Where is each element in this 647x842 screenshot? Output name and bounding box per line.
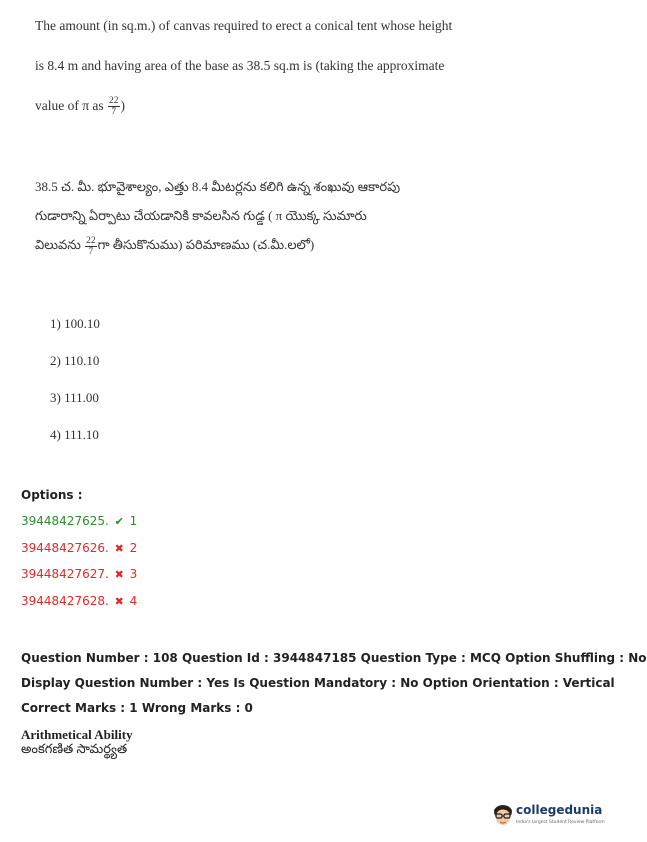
option-id: 39448427626. bbox=[21, 541, 109, 555]
question-te-line-1: 38.5 చ. మీ. భూవైశాల్యం, ఎత్తు 8.4 మీటర్లను కలిగి ఉన్న శంఖువు ఆకారపు bbox=[35, 179, 401, 194]
question-telugu bbox=[35, 176, 455, 265]
collegedunia-logo bbox=[492, 800, 605, 832]
question-te-line-2: గుడారాన్ని ఏర్పాటు చేయడానికి కావలసిన గుడ్డ ( π యొక్క సుమారు bbox=[35, 208, 367, 223]
option-row-4 bbox=[21, 594, 137, 608]
cross-icon: ✖ bbox=[114, 568, 124, 581]
option-id: 39448427625. bbox=[21, 514, 109, 528]
question-te-line-3-rest: గా తీసుకొనుము) పరిమాణము (చ.మీ.లలో) bbox=[97, 237, 315, 252]
section-title-english: Arithmetical Ability bbox=[21, 727, 133, 742]
check-icon: ✔ bbox=[114, 515, 124, 528]
question-en-line-3-text: value of π as bbox=[35, 98, 104, 113]
choice-4: 4) 111.10 bbox=[50, 427, 99, 442]
fraction-denominator: 7 bbox=[88, 246, 94, 257]
logo-tagline: India's largest Student Review Platform bbox=[516, 820, 605, 825]
question-english bbox=[35, 16, 475, 136]
logo-wordmark: collegedunia bbox=[516, 803, 603, 817]
fraction-numerator: 22 bbox=[86, 235, 96, 246]
pi-fraction-te bbox=[85, 236, 97, 257]
option-row-2 bbox=[21, 541, 137, 555]
pi-fraction-en bbox=[108, 96, 120, 117]
answer-choices bbox=[50, 316, 100, 464]
option-row-3 bbox=[21, 567, 137, 581]
option-id: 39448427627. bbox=[21, 567, 109, 581]
choice-2: 2) 110.10 bbox=[50, 353, 100, 368]
question-te-line-3-text: విలువను bbox=[35, 237, 81, 252]
question-meta-line-2: Display Question Number : Yes Is Question Mandatory : No Option Orientation : Vertical bbox=[21, 676, 615, 690]
section-title-telugu: అంకగణిత సామర్థ్యత bbox=[21, 741, 128, 756]
question-meta-line-3: Correct Marks : 1 Wrong Marks : 0 bbox=[21, 701, 253, 715]
fraction-numerator: 22 bbox=[109, 96, 119, 107]
fraction-denominator: 7 bbox=[111, 107, 117, 118]
choice-3: 3) 111.00 bbox=[50, 390, 99, 405]
option-number: 3 bbox=[129, 567, 138, 581]
question-en-line-2: is 8.4 m and having area of the base as 38.5 sq.m is (taking the approximate bbox=[35, 58, 445, 73]
cross-icon: ✖ bbox=[114, 542, 124, 555]
option-number: 4 bbox=[129, 594, 138, 608]
question-en-line-3-close: ) bbox=[120, 98, 126, 113]
cross-icon: ✖ bbox=[114, 595, 124, 608]
option-number: 1 bbox=[129, 514, 138, 528]
question-te-line-3 bbox=[35, 234, 455, 257]
question-en-line-1: The amount (in sq.m.) of canvas required to erect a conical tent whose height bbox=[35, 18, 453, 33]
mascot-icon bbox=[492, 802, 514, 828]
question-meta-line-1: Question Number : 108 Question Id : 3944847185 Question Type : MCQ Option Shuffling : No bbox=[21, 651, 647, 665]
choice-1: 1) 100.10 bbox=[50, 316, 100, 331]
option-row-1 bbox=[21, 514, 137, 528]
option-id: 39448427628. bbox=[21, 594, 109, 608]
options-heading: Options : bbox=[21, 488, 83, 502]
option-number: 2 bbox=[129, 541, 138, 555]
question-en-line-3 bbox=[35, 96, 475, 136]
